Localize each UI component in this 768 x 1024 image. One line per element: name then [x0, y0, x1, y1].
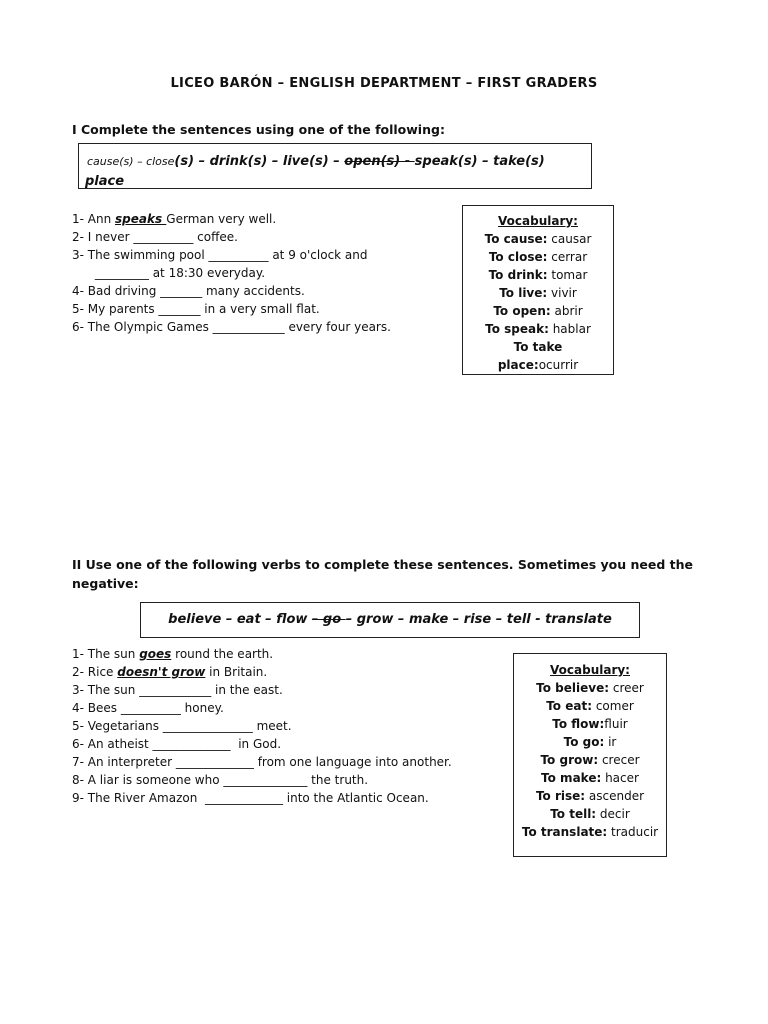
vocab-item: [514, 805, 666, 823]
vocabulary-title: Vocabulary:: [550, 663, 630, 677]
verb-list-rest: – grow – make – rise – tell - translate: [345, 612, 612, 627]
exercise-item: 5- My parents _______ in a very small flat.: [72, 302, 320, 316]
part2-vocabulary-box: [513, 653, 667, 857]
vocab-item: [463, 230, 613, 248]
vocab-term: To eat:: [546, 699, 593, 713]
vocab-item: [463, 284, 613, 302]
vocab-item: [514, 733, 666, 751]
verb-list: believe – eat – flow: [168, 612, 312, 627]
part2-heading-line: II Use one of the following verbs to complete these sentences. Sometimes you need the: [72, 557, 694, 572]
vocab-term: place:: [497, 358, 539, 372]
part2-heading: [72, 555, 693, 593]
exercise-item: 9- The River Amazon _____________ into the Atlantic Ocean.: [72, 791, 429, 805]
exercise-number: 2- Rice: [72, 665, 118, 679]
word-take: take(s): [493, 154, 545, 169]
exercise-item: 5- Vegetarians _______________ meet.: [72, 719, 292, 733]
part1-vocabulary-box: [462, 205, 614, 375]
vocab-translation: abrir: [550, 304, 583, 318]
vocab-item: [514, 769, 666, 787]
exercise-item: 3- The sun ____________ in the east.: [72, 683, 283, 697]
vocab-term: To rise:: [535, 789, 586, 803]
vocab-term: To cause:: [484, 232, 548, 246]
vocab-term: To take: [513, 340, 563, 354]
vocab-term: To close:: [488, 250, 548, 264]
word-speak: speak(s): [414, 154, 478, 169]
exercise-number: 1- The sun: [72, 647, 140, 661]
vocab-translation: decir: [596, 807, 630, 821]
vocab-translation: ocurrir: [538, 358, 579, 372]
vocab-translation: causar: [547, 232, 592, 246]
vocab-translation: traducir: [607, 825, 659, 839]
exercise-item: [72, 645, 502, 663]
vocab-translation: ir: [604, 735, 617, 749]
verb-go-struck: – go: [311, 612, 346, 627]
vocab-translation: cerrar: [547, 250, 588, 264]
exercise-item: 2- I never __________ coffee.: [72, 230, 238, 244]
vocab-term: To grow:: [540, 753, 599, 767]
exercise-item: [72, 210, 452, 228]
vocab-translation: vivir: [547, 286, 577, 300]
word-separator: –: [477, 154, 494, 169]
vocab-translation: hacer: [601, 771, 639, 785]
vocab-translation: crecer: [598, 753, 640, 767]
exercise-item: 4- Bad driving _______ many accidents.: [72, 284, 305, 298]
exercise-number: 1- Ann: [72, 212, 116, 226]
vocab-term: To believe:: [536, 681, 610, 695]
word-live: live(s): [282, 154, 329, 169]
vocab-translation: tomar: [547, 268, 588, 282]
vocab-translation: comer: [592, 699, 634, 713]
vocab-translation: fluir: [604, 717, 628, 731]
vocab-item: [514, 715, 666, 733]
exercise-item: 4- Bees __________ honey.: [72, 701, 224, 715]
exercise-item: [72, 663, 502, 681]
vocab-term: To flow:: [552, 717, 605, 731]
word-drink: drink(s): [209, 154, 268, 169]
part1-exercises: [72, 210, 452, 336]
vocab-item: [514, 787, 666, 805]
vocab-item: [514, 697, 666, 715]
vocab-term: To speak:: [485, 322, 549, 336]
vocab-translation: creer: [609, 681, 644, 695]
exercise-item: 6- An atheist _____________ in God.: [72, 737, 282, 751]
vocab-term: To go:: [563, 735, 605, 749]
vocab-item: [514, 751, 666, 769]
exercise-text: round the earth.: [171, 647, 274, 661]
exercise-item: 6- The Olympic Games ____________ every four years.: [72, 320, 391, 334]
vocab-item: [514, 823, 666, 841]
word-open: open(s) -: [344, 154, 415, 169]
word-place: place: [85, 174, 125, 189]
part1-word-box: [78, 143, 592, 189]
exercise-item: _________ at 18:30 everyday.: [72, 266, 266, 280]
part2-exercises: [72, 645, 502, 807]
exercise-item: 8- A liar is someone who ______________ the truth.: [72, 773, 369, 787]
vocab-term: To open:: [493, 304, 551, 318]
vocab-term: To drink:: [488, 268, 548, 282]
part2-heading-line: negative:: [72, 576, 139, 591]
vocabulary-title: Vocabulary:: [498, 214, 578, 228]
vocab-term: To translate:: [521, 825, 608, 839]
word-separator: –: [133, 155, 147, 168]
vocab-term: To make:: [541, 771, 602, 785]
word-close-suffix: (s): [174, 154, 195, 169]
vocab-item: [463, 320, 613, 338]
vocab-item: [463, 266, 613, 284]
vocab-item: [463, 338, 613, 356]
vocab-translation: ascender: [585, 789, 645, 803]
exercise-text: in Britain.: [205, 665, 268, 679]
answer-text: doesn't grow: [117, 665, 206, 679]
word-separator: –: [328, 154, 345, 169]
exercise-item: 3- The swimming pool __________ at 9 o'clock and: [72, 248, 368, 262]
word-cause: cause(s): [87, 155, 134, 168]
vocab-item: [463, 248, 613, 266]
vocab-translation: hablar: [548, 322, 591, 336]
page-title: LICEO BARÓN – ENGLISH DEPARTMENT – FIRST GRADERS: [170, 76, 598, 91]
word-close: close: [146, 155, 175, 168]
word-separator: –: [267, 154, 283, 169]
answer-text: goes: [139, 647, 172, 661]
vocab-item: [463, 356, 613, 374]
exercise-item: 7- An interpreter _____________ from one language into another.: [72, 755, 452, 769]
part1-heading: I Complete the sentences using one of the following:: [72, 122, 445, 137]
vocab-term: To tell:: [550, 807, 597, 821]
answer-text: speaks: [115, 212, 167, 226]
part2-word-box: [140, 602, 640, 638]
vocab-item: [463, 302, 613, 320]
vocab-item: [514, 679, 666, 697]
vocab-term: To live:: [499, 286, 548, 300]
exercise-text: German very well.: [166, 212, 277, 226]
word-separator: –: [194, 154, 210, 169]
